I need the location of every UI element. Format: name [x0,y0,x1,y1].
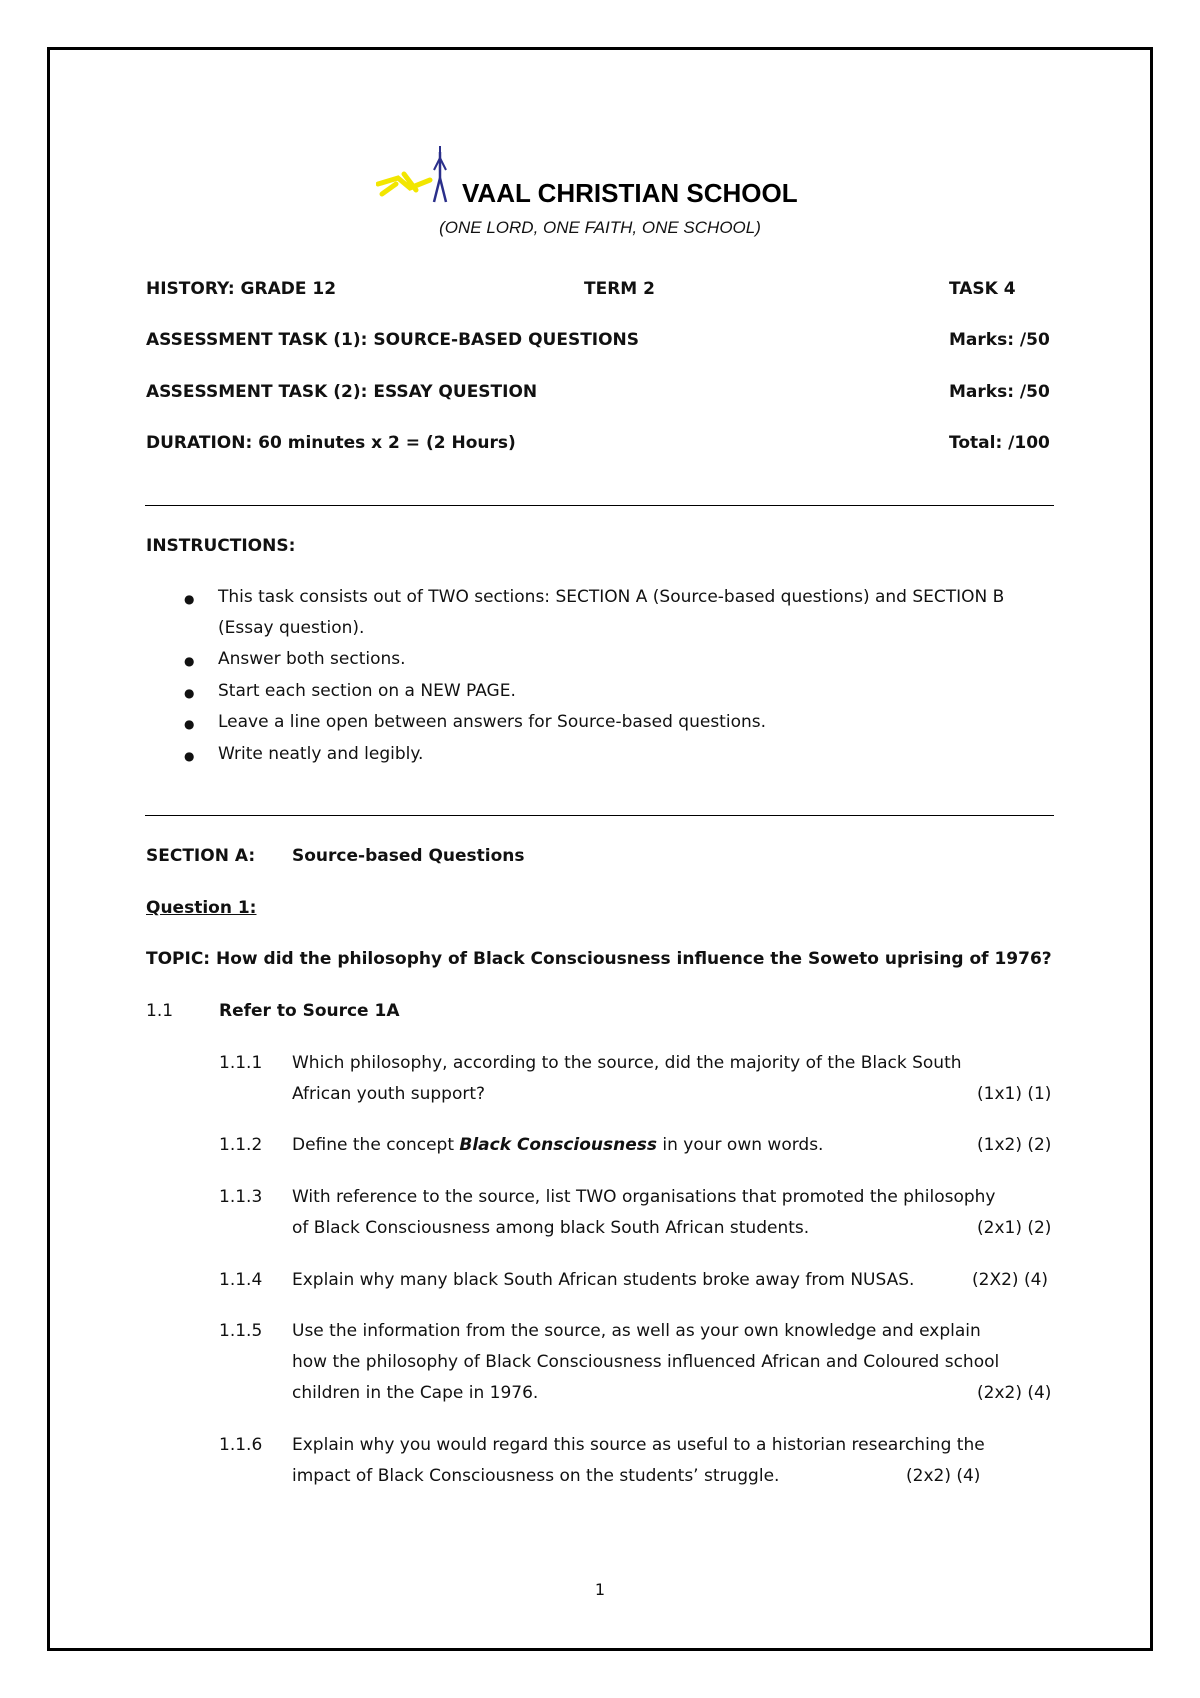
question-number: 1.1.1 [219,1053,263,1073]
sub-question-title: Refer to Source 1A [219,1001,400,1021]
question-text [292,1135,823,1155]
question-marks: (1x2) (2) [977,1135,1052,1155]
section-label: SECTION A: [146,846,256,866]
task-number: TASK 4 [949,279,1016,299]
marks-task-2: Marks: /50 [949,382,1050,402]
duration: DURATION: 60 minutes x 2 = (2 Hours) [146,433,516,453]
question-label: Question 1: [146,898,257,918]
question-text-pre: Define the concept [292,1135,460,1155]
list-item: Write neatly and legibly. [218,744,424,764]
divider-top [145,505,1054,506]
bullet-icon: ● [184,654,195,668]
school-logo [376,144,450,206]
question-number: 1.1.6 [219,1435,263,1455]
question-text: of Black Consciousness among black South African students. [292,1218,810,1238]
question-text: children in the Cape in 1976. [292,1383,539,1403]
instructions-heading: INSTRUCTIONS: [146,536,296,556]
question-text: how the philosophy of Black Consciousness influenced African and Coloured school [292,1352,1000,1372]
assessment-task-1: ASSESSMENT TASK (1): SOURCE-BASED QUESTIONS [146,330,640,350]
question-emphasis: Black Consciousness [459,1135,657,1155]
question-text: Which philosophy, according to the source, did the majority of the Black South [292,1053,962,1073]
school-motto: (ONE LORD, ONE FAITH, ONE SCHOOL) [439,218,761,237]
question-number: 1.1.5 [219,1321,263,1341]
question-marks: (2x2) (4) [906,1466,981,1486]
subject-grade: HISTORY: GRADE 12 [146,279,337,299]
school-name: VAAL CHRISTIAN SCHOOL [462,178,798,208]
question-marks: (2X2) (4) [972,1270,1049,1290]
list-item-continuation: (Essay question). [218,618,365,638]
page-number: 1 [594,1580,606,1599]
question-text: With reference to the source, list TWO organisations that promoted the philosophy [292,1187,996,1207]
term: TERM 2 [584,279,655,299]
question-text: Use the information from the source, as well as your own knowledge and explain [292,1321,981,1341]
topic: TOPIC: How did the philosophy of Black Consciousness influence the Soweto uprising of 1976? [146,949,1052,969]
marks-task-1: Marks: /50 [949,330,1050,350]
question-text-post: in your own words. [657,1135,824,1155]
question-number: 1.1.4 [219,1270,263,1290]
list-item: Start each section on a NEW PAGE. [218,681,516,701]
list-item: This task consists out of TWO sections: SECTION A (Source-based questions) and SECTION B [218,587,1005,607]
section-title: Source-based Questions [292,846,525,866]
assessment-task-2: ASSESSMENT TASK (2): ESSAY QUESTION [146,382,538,402]
question-marks: (1x1) (1) [977,1084,1052,1104]
question-text: African youth support? [292,1084,486,1104]
bullet-icon: ● [184,749,195,763]
question-text: Explain why many black South African students broke away from NUSAS. [292,1270,915,1290]
sub-question-number: 1.1 [146,1001,174,1021]
question-number: 1.1.2 [219,1135,263,1155]
list-item: Leave a line open between answers for Source-based questions. [218,712,767,732]
question-text: Explain why you would regard this source as useful to a historian researching the [292,1435,985,1455]
bullet-icon: ● [184,686,195,700]
bullet-icon: ● [184,717,195,731]
list-item: Answer both sections. [218,649,406,669]
question-number: 1.1.3 [219,1187,263,1207]
divider-bottom [145,815,1054,816]
question-marks: (2x1) (2) [977,1218,1052,1238]
bullet-icon: ● [184,592,195,606]
total-marks: Total: /100 [949,433,1050,453]
question-marks: (2x2) (4) [977,1383,1052,1403]
question-text: impact of Black Consciousness on the students’ struggle. [292,1466,780,1486]
